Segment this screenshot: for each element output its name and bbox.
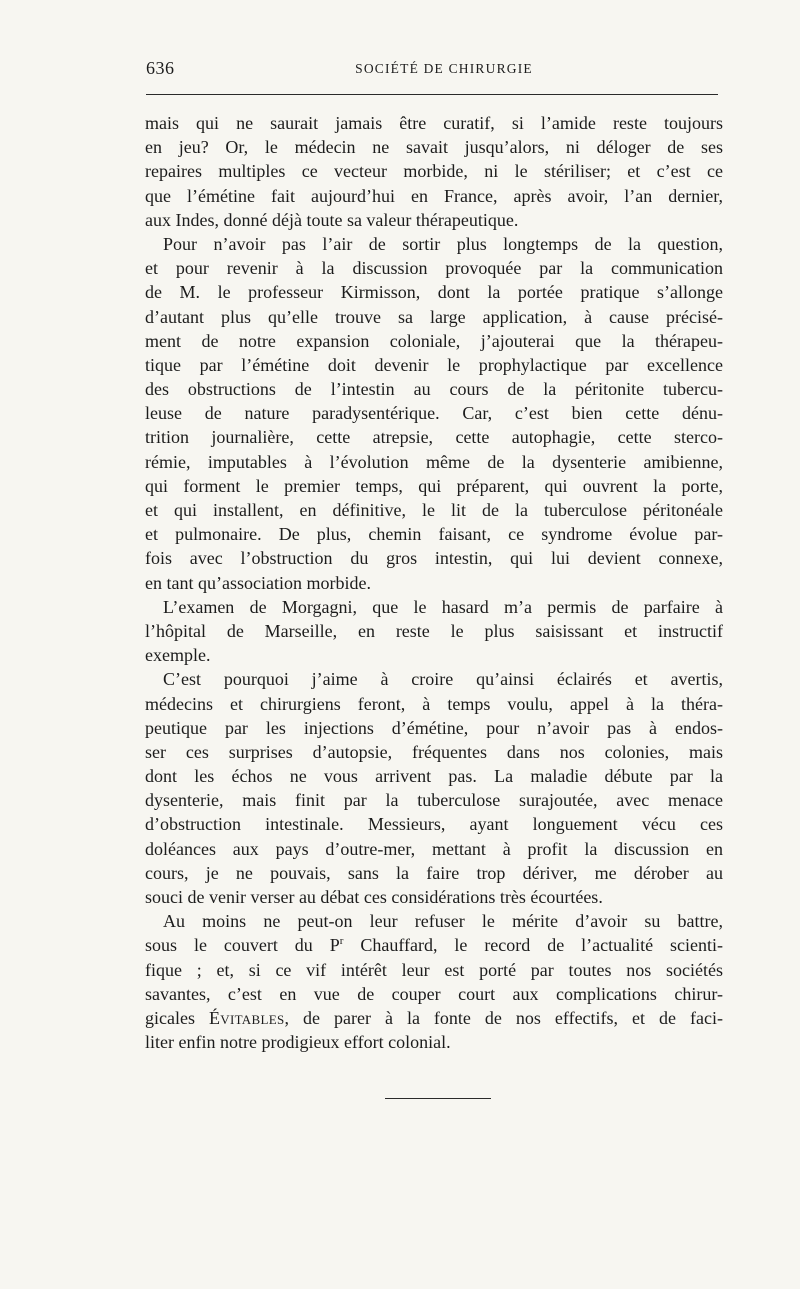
text-line: repaires multiples ce vecteur morbide, ni le stériliser; et c’est ce [145,161,723,182]
text-fragment: gicales [145,1007,195,1028]
page-number: 636 [146,58,175,78]
text-fragment: Chauffard, le record de l’actualité scienti- [343,935,724,956]
running-head [146,58,722,82]
text-line: de M. le professeur Kirmisson, dont la portée pratique s’allonge [145,282,723,303]
text-line: d’obstruction intestinale. Messieurs, ayant longuement vécu ces [145,814,723,835]
text-line: aux Indes, donné déjà toute sa valeur thérapeutique. [145,209,519,230]
text-line: L’examen de Morgagni, que le hasard m’a permis de parfaire à [163,596,723,617]
text-line: dysenterie, mais finit par la tuberculose surajoutée, avec menace [145,790,723,811]
text-line: peutique par les injections d’émétine, pour n’avoir pas à endos- [145,717,723,738]
paragraph-2 [145,232,723,595]
text-line: mais qui ne saurait jamais être curatif, si l’amide reste toujours [145,113,723,133]
text-line: liter enfin notre prodigieux effort colonial. [145,1032,451,1053]
text-line: l’hôpital de Marseille, en reste le plus saisissant et instructif [145,620,723,641]
paragraph-3 [145,595,723,668]
text-line: en jeu? Or, le médecin ne savait jusqu’alors, ni déloger de ses [145,137,723,158]
paragraph-4 [145,667,723,909]
text-line: fois avec l’obstruction du gros intestin, qui lui devient connexe, [145,548,723,569]
text-line: souci de venir verser au débat ces considérations très écourtées. [145,887,603,907]
text-line: que l’émétine fait aujourd’hui en France, après avoir, l’an dernier, [145,185,723,206]
text-line: des obstructions de l’intestin au cours de la péritonite tubercu- [145,379,723,400]
text-line: savantes, c’est en vue de couper court aux complications chirur- [145,983,723,1004]
text-line: d’autant plus qu’elle trouve sa large application, à cause précisé- [145,306,723,327]
text-fragment: sous le couvert du P [145,935,340,956]
text-line: et pour revenir à la discussion provoquée par la communication [145,258,723,279]
text-line: ment de notre expansion coloniale, j’ajouterai que la thérapeu- [145,330,723,351]
text-line: leuse de nature paradysentérique. Car, c’est bien cette dénu- [145,403,723,424]
paragraph-5 [145,909,723,1054]
journal-title: SOCIÉTÉ DE CHIRURGIE [355,61,533,76]
text-line: ser ces surprises d’autopsie, fréquentes dans nos colonies, mais [145,741,723,762]
header-rule [146,94,718,95]
text-line: qui forment le premier temps, qui préparent, qui ouvrent la porte, [145,475,723,496]
text-line: en tant qu’association morbide. [145,572,371,593]
text-line: fique ; et, si ce vif intérêt leur est porté par toutes nos sociétés [145,959,723,980]
end-rule [385,1098,491,1099]
text-line: cours, je ne pouvais, sans la faire trop dériver, me dérober au [145,862,723,883]
text-line: et pulmonaire. De plus, chemin faisant, ce syndrome évolue par- [145,524,723,545]
text-line: tique par l’émétine doit devenir le prophylactique par excellence [145,354,723,375]
text-line: dont les échos ne vous arrivent pas. La maladie débute par la [145,766,723,787]
text-line: médecins et chirurgiens feront, à temps voulu, appel à la théra- [145,693,723,714]
text-line [145,1006,723,1030]
body-text [145,111,723,1054]
smallcaps-word: Évitables [209,1007,285,1028]
text-line: trition journalière, cette atrepsie, cette autophagie, cette sterco- [145,427,723,448]
text-line: et qui installent, en définitive, le lit de la tuberculose péritonéale [145,500,723,520]
text-line: Pour n’avoir pas l’air de sortir plus longtemps de la question, [163,233,723,254]
text-line: C’est pourquoi j’aime à croire qu’ainsi éclairés et avertis, [163,669,723,690]
text-line: doléances aux pays d’outre-mer, mettant à profit la discussion en [145,838,723,859]
superscript: r [339,935,344,948]
paragraph-1 [145,111,723,232]
text-line: exemple. [145,645,211,666]
text-line: rémie, imputables à l’évolution même de la dysenterie amibienne, [145,451,723,472]
text-line: Au moins ne peut-on leur refuser le mérite d’avoir su battre, [163,911,723,932]
text-fragment: , de parer à la fonte de nos effectifs, et de faci- [284,1007,724,1028]
text-line [145,933,723,957]
